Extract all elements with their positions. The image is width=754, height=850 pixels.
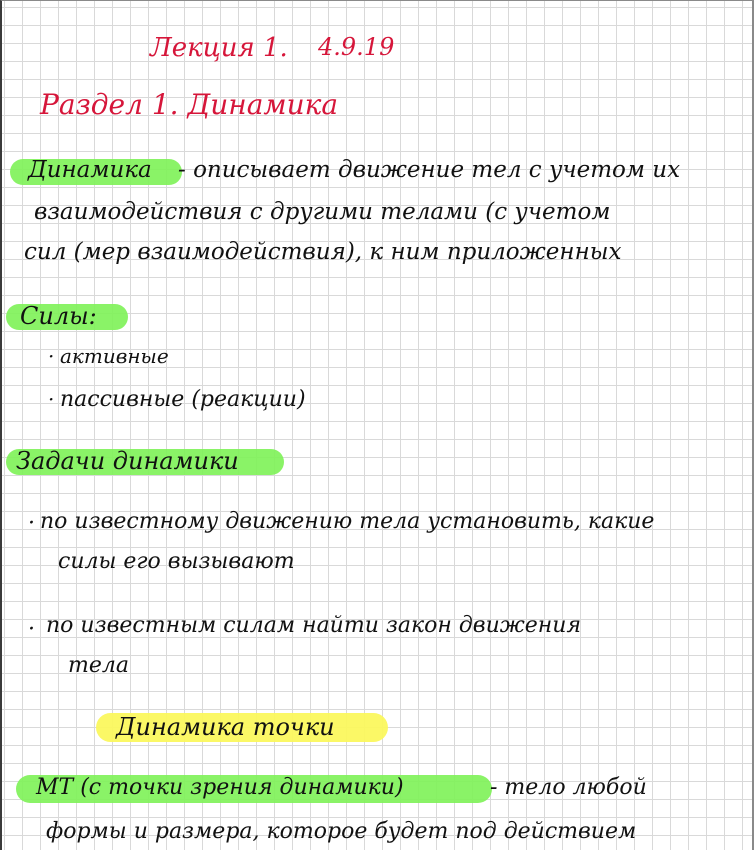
point-dynamics-title: Динамика точки (116, 713, 335, 741)
tasks-item1-line1: по известному движению тела установить, какие (40, 509, 655, 534)
forces-item-active: активные (60, 344, 169, 368)
definition-line2: взаимодействия с другими телами (с учетом (34, 199, 611, 225)
definition-line1: - описывает движение тел с учетом их (178, 157, 681, 183)
definition-term: Динамика (28, 157, 152, 183)
mt-term: МТ (с точки зрения динамики) (36, 775, 404, 800)
tasks-title: Задачи динамики (16, 447, 239, 475)
mt-line2: формы и размера, которое будет под действием (46, 819, 637, 844)
tasks-item1-line2: силы его вызывают (58, 549, 295, 574)
tasks-item-bullet: · (28, 617, 35, 642)
tasks-item-bullet: · (28, 511, 35, 536)
lecture-date: 4.9.19 (318, 33, 395, 61)
forces-item-passive: пассивные (реакции) (60, 387, 306, 412)
mt-line1: - тело любой (490, 775, 647, 800)
lecture-title: Лекция 1. (150, 33, 288, 63)
definition-line3: сил (мер взаимодействия), к ним приложенных (24, 239, 622, 265)
section-title: Раздел 1. Динамика (40, 88, 339, 121)
forces-item-bullet: · (48, 344, 55, 368)
tasks-item2-line1: по известным силам найти закон движения (46, 613, 582, 638)
tasks-item2-line2: тела (68, 653, 130, 678)
forces-item-bullet: · (48, 387, 55, 411)
forces-title: Силы: (20, 302, 97, 330)
